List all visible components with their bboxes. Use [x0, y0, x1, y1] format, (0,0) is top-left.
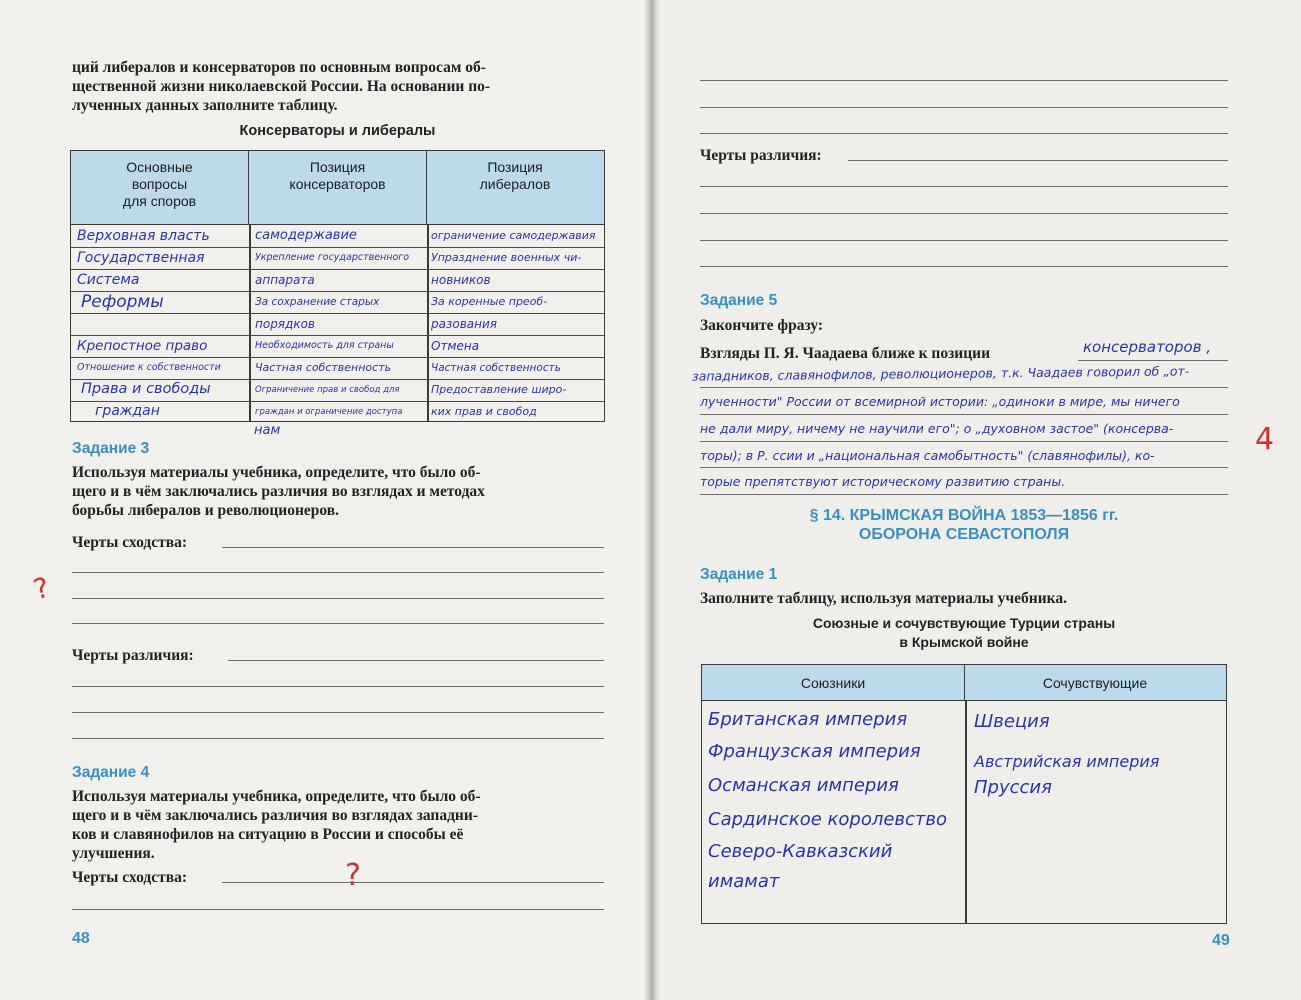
table-row: Реформы — [81, 293, 164, 311]
answer-line — [72, 623, 604, 624]
list-item: Сардинское королевство — [708, 809, 948, 830]
answer-line — [700, 80, 1228, 81]
task5-heading: Задание 5 — [700, 292, 778, 309]
task5-answer-line: лученности" России от всемирной истории: „одиноки в мире, мы ничего — [700, 394, 1180, 409]
task3-text-2: щего и в чём заключались различия во взглядах и методах — [72, 483, 485, 500]
table-row: Отмена — [431, 339, 480, 353]
table-row: За сохранение старых — [255, 296, 380, 308]
answer-line — [700, 266, 1228, 267]
answer-line — [72, 909, 604, 910]
task4-heading: Задание 4 — [72, 764, 150, 781]
allies-table-header — [702, 665, 1226, 701]
table-title-line-2: в Крымской войне — [899, 634, 1029, 650]
table-row: разования — [431, 317, 497, 331]
table-row: За коренные преоб- — [431, 295, 548, 308]
page-number-left: 48 — [72, 930, 90, 947]
task4-text-3: ков и славянофилов на ситуацию в России и способы её — [72, 826, 464, 843]
table-row: Отношение к собственности — [77, 362, 221, 373]
table-row: Необходимость для страны — [255, 340, 394, 351]
table-body — [71, 225, 604, 421]
header-cell-questions: Основные вопросы для споров — [71, 151, 249, 224]
answer-line — [72, 572, 604, 573]
answer-line — [72, 686, 604, 687]
task3-similar-label: Черты сходства: — [72, 534, 188, 551]
task3-text-3: борьбы либералов и революционеров. — [72, 502, 340, 519]
answer-line — [72, 712, 604, 713]
grade-mark: 4 — [1255, 422, 1275, 457]
table-row: ких прав и свобод — [431, 405, 537, 418]
table-title-line-1: Союзные и сочувствующие Турции страны — [812, 615, 1116, 631]
task4-text-1: Используя материалы учебника, определите, что было об- — [72, 788, 481, 805]
book-spine — [645, 0, 659, 1000]
task4-similar-label: Черты сходства: — [72, 869, 188, 886]
answer-line — [700, 107, 1228, 108]
answer-line — [72, 738, 604, 739]
list-item: Французская империя — [708, 741, 921, 762]
answer-line — [848, 160, 1228, 161]
task5-answer-line: торы); в Р. ссии и „национальная самобытность" (славянофилы), ко- — [700, 448, 1155, 463]
table-row: Государственная — [77, 251, 205, 265]
intro-line-1: ций либералов и консерваторов по основным вопросам об- — [72, 59, 486, 76]
table-row: граждан — [95, 404, 160, 418]
red-question-mark: ? — [29, 570, 53, 607]
table-row: Ограничение прав и свобод для — [255, 385, 400, 395]
list-item: Австрийская империя — [974, 752, 1160, 771]
list-item: Северо-Кавказский — [708, 841, 893, 862]
header-cell-conservatives: Позиция консерваторов — [249, 151, 427, 224]
answer-line — [700, 133, 1228, 134]
list-item: Британская империя — [708, 709, 908, 730]
header-cell-liberals: Позиция либералов — [479, 159, 551, 192]
task3-heading: Задание 3 — [72, 440, 150, 457]
table-row: граждан и ограничение доступа — [255, 407, 403, 417]
task4-text-2: щего и в чём заключались различия во взглядах западни- — [72, 807, 478, 824]
table-row: Упразднение военных чи- — [431, 251, 582, 264]
intro-line-3: лученных данных заполните таблицу. — [72, 97, 338, 114]
diff-label-right: Черты различия: — [700, 147, 822, 164]
answer-line — [222, 882, 604, 883]
table-row: Система — [77, 273, 140, 287]
answer-line — [700, 240, 1228, 241]
task3-text-1: Используя материалы учебника, определите, что было об- — [72, 464, 481, 481]
list-item: имамат — [708, 871, 780, 892]
table-tail-note: нам — [254, 423, 281, 438]
task5-phrase: Взгляды П. Я. Чаадаева ближе к позиции — [700, 345, 991, 362]
table-row: Права и свободы — [81, 382, 211, 396]
task5-answer-line: не дали миру, ничему не научили его"; о „духовном застое" (консерва- — [700, 421, 1174, 436]
red-question-mark: ? — [345, 858, 361, 893]
list-item: Швеция — [974, 711, 1050, 732]
table-row: самодержавие — [255, 229, 357, 243]
task5-answer-line: торые препятствуют историческому развитию страны. — [700, 474, 1066, 489]
table-row: ограничение самодержавия — [431, 229, 596, 242]
table-row: Частная собственность — [431, 362, 561, 374]
list-item: Пруссия — [974, 777, 1052, 798]
task3-diff-label: Черты различия: — [72, 647, 194, 664]
task5-answer-line: западников, славянофилов, революционеров, т.к. Чаадаев говорил об „от- — [691, 363, 1190, 384]
table-row: новников — [431, 273, 491, 287]
answer-line — [72, 598, 604, 599]
conservatives-liberals-table — [70, 150, 605, 422]
table-row: Укрепление государственного — [255, 252, 410, 263]
intro-line-2: щественной жизни николаевской России. На основании по- — [72, 78, 491, 95]
task1-heading: Задание 1 — [700, 566, 778, 583]
table-row: Частная собственность — [255, 361, 392, 374]
answer-line — [700, 213, 1228, 214]
header-sympathizers: Сочувствующие — [1042, 675, 1148, 691]
answer-line — [700, 186, 1228, 187]
header-allies: Союзники — [702, 665, 965, 700]
table-row: Предоставление широ- — [431, 383, 567, 396]
table-row: Крепостное право — [77, 339, 208, 353]
task4-text-4: улучшения. — [72, 845, 155, 862]
crimean-war-allies-table — [701, 664, 1227, 924]
task1-instruction: Заполните таблицу, используя материалы учебника. — [700, 590, 1067, 607]
task5-answer-line: консерваторов , — [1083, 338, 1212, 356]
list-item: Османская империя — [708, 775, 899, 796]
answer-line — [222, 547, 604, 548]
table-row: порядков — [255, 317, 315, 331]
section-title-line-2: ОБОРОНА СЕВАСТОПОЛЯ — [858, 526, 1070, 543]
section-title-line-1: § 14. КРЫМСКАЯ ВОЙНА 1853—1856 гг. — [809, 507, 1119, 524]
table-header-row — [71, 151, 604, 225]
table-row: аппарата — [255, 273, 315, 287]
page-number-right: 49 — [1212, 932, 1230, 949]
task5-instruction: Закончите фразу: — [700, 317, 824, 334]
table-title: Консерваторы и либералы — [239, 123, 436, 139]
answer-line — [228, 660, 604, 661]
table-row: Верховная власть — [77, 229, 210, 243]
